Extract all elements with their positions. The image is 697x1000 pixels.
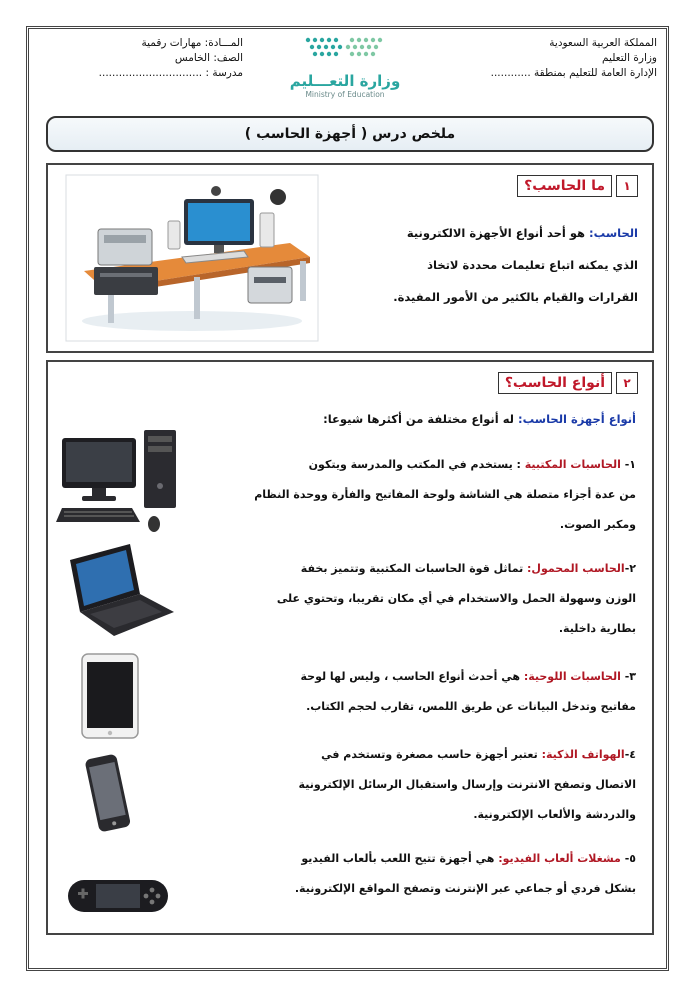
item-prefix: ٥- <box>620 852 636 865</box>
ministry-logo <box>275 34 415 106</box>
logo-english: Ministry of Education <box>305 90 385 99</box>
item-line3: بطارية داخلية. <box>558 622 636 635</box>
header-subject: المـــادة: مهارات رقمية <box>141 37 243 49</box>
list-item <box>196 844 636 904</box>
item-line3: والدردشة والألعاب الإلكترونية. <box>473 808 636 821</box>
item-term: مشغلات ألعاب الفيديو: <box>498 852 621 865</box>
section2-number: ٢ <box>616 372 638 394</box>
section2-question: أنواع الحاسب؟ <box>498 372 612 394</box>
definition-line1: هو أحد أنواع الأجهزة الالكترونية <box>406 226 590 240</box>
header-ministry: وزارة التعليم <box>602 52 657 64</box>
item-line1: تعتبر أجهزة حاسب مصغرة وتستخدم في <box>321 748 542 761</box>
definition-line2: الذي يمكنه اتباع تعليمات محددة لاتخاذ <box>427 258 638 272</box>
item-line2: من عدة أجزاء متصلة هي الشاشة ولوحة المفاتيح والفأرة ووحدة النظام <box>254 488 636 501</box>
header-school: مدرسة : ............................... <box>98 67 243 79</box>
item-prefix: ٤- <box>624 748 636 761</box>
section1-number: ١ <box>616 175 638 197</box>
smartphone-icon <box>82 752 134 836</box>
item-line2: بشكل فردي أو جماعي عبر الإنترنت وتصفح المواقع الإلكترونية. <box>294 882 636 895</box>
header-course-block <box>58 36 243 81</box>
item-line2: مفاتيح وتدخل البيانات عن طريق اللمس، تقارب لحجم الكتاب. <box>306 700 636 713</box>
item-term: الحاسبات المكتبية <box>524 458 621 471</box>
desktop-computer-icon <box>56 426 184 534</box>
section1-heading <box>517 175 638 197</box>
item-term: الحاسبات اللوحية: <box>523 670 621 683</box>
header-directorate: الإدارة العامة للتعليم بمنطقة ............ <box>490 67 657 79</box>
list-item <box>196 662 636 722</box>
section1-definition <box>308 217 638 313</box>
header-grade: الصف: الخامس <box>174 52 243 64</box>
item-term: الحاسب المحمول: <box>527 562 625 575</box>
lesson-title: ملخص درس ( أجهزة الحاسب ) <box>46 116 654 152</box>
item-line1: تماثل قوة الحاسبات المكتبية وتتميز بخفة <box>300 562 528 575</box>
item-line1: هي أحدث أنواع الحاسب ، وليس لها لوحة <box>300 670 524 683</box>
item-prefix: ٣- <box>620 670 636 683</box>
types-intro-term: أنواع أجهزة الحاسب: <box>518 412 636 426</box>
item-term: الهواتف الذكية: <box>541 748 625 761</box>
item-line1: : يستخدم في المكتب والمدرسة ويتكون <box>308 458 525 471</box>
list-item <box>196 740 636 830</box>
header-country: المملكة العربية السعودية <box>549 37 657 49</box>
header-ministry-block <box>397 36 657 81</box>
section-computer-types <box>46 360 654 935</box>
item-line2: الاتصال وتصفح الانترنت وإرسال واستقبال الرسائل الإلكترونية <box>298 778 636 791</box>
logo-dots-icon <box>300 34 390 66</box>
tablet-icon <box>78 652 142 742</box>
item-prefix: ٢- <box>624 562 636 575</box>
item-line1: هي أجهزة تتيح اللعب بألعاب الفيديو <box>301 852 499 865</box>
item-line2: الوزن وسهولة الحمل والاستخدام في أي مكان تقريبا، وتحتوي على <box>276 592 636 605</box>
section1-question: ما الحاسب؟ <box>517 175 612 197</box>
section-what-is-computer <box>46 163 654 353</box>
laptop-icon <box>60 538 178 642</box>
handheld-game-console-icon <box>66 872 170 920</box>
office-desk-computer-icon <box>64 173 320 343</box>
list-item <box>196 554 636 644</box>
definition-line3: القرارات والقيام بالكثير من الأمور المفيدة. <box>393 290 638 304</box>
list-item <box>196 450 636 540</box>
definition-term: الحاسب: <box>589 226 638 240</box>
logo-name: وزارة التعـــليم <box>289 72 401 90</box>
item-prefix: ١- <box>620 458 636 471</box>
section2-heading <box>498 372 638 394</box>
types-intro-rest: له أنواع مختلفة من أكثرها شيوعا: <box>323 412 518 426</box>
item-line3: ومكبر الصوت. <box>559 518 636 531</box>
